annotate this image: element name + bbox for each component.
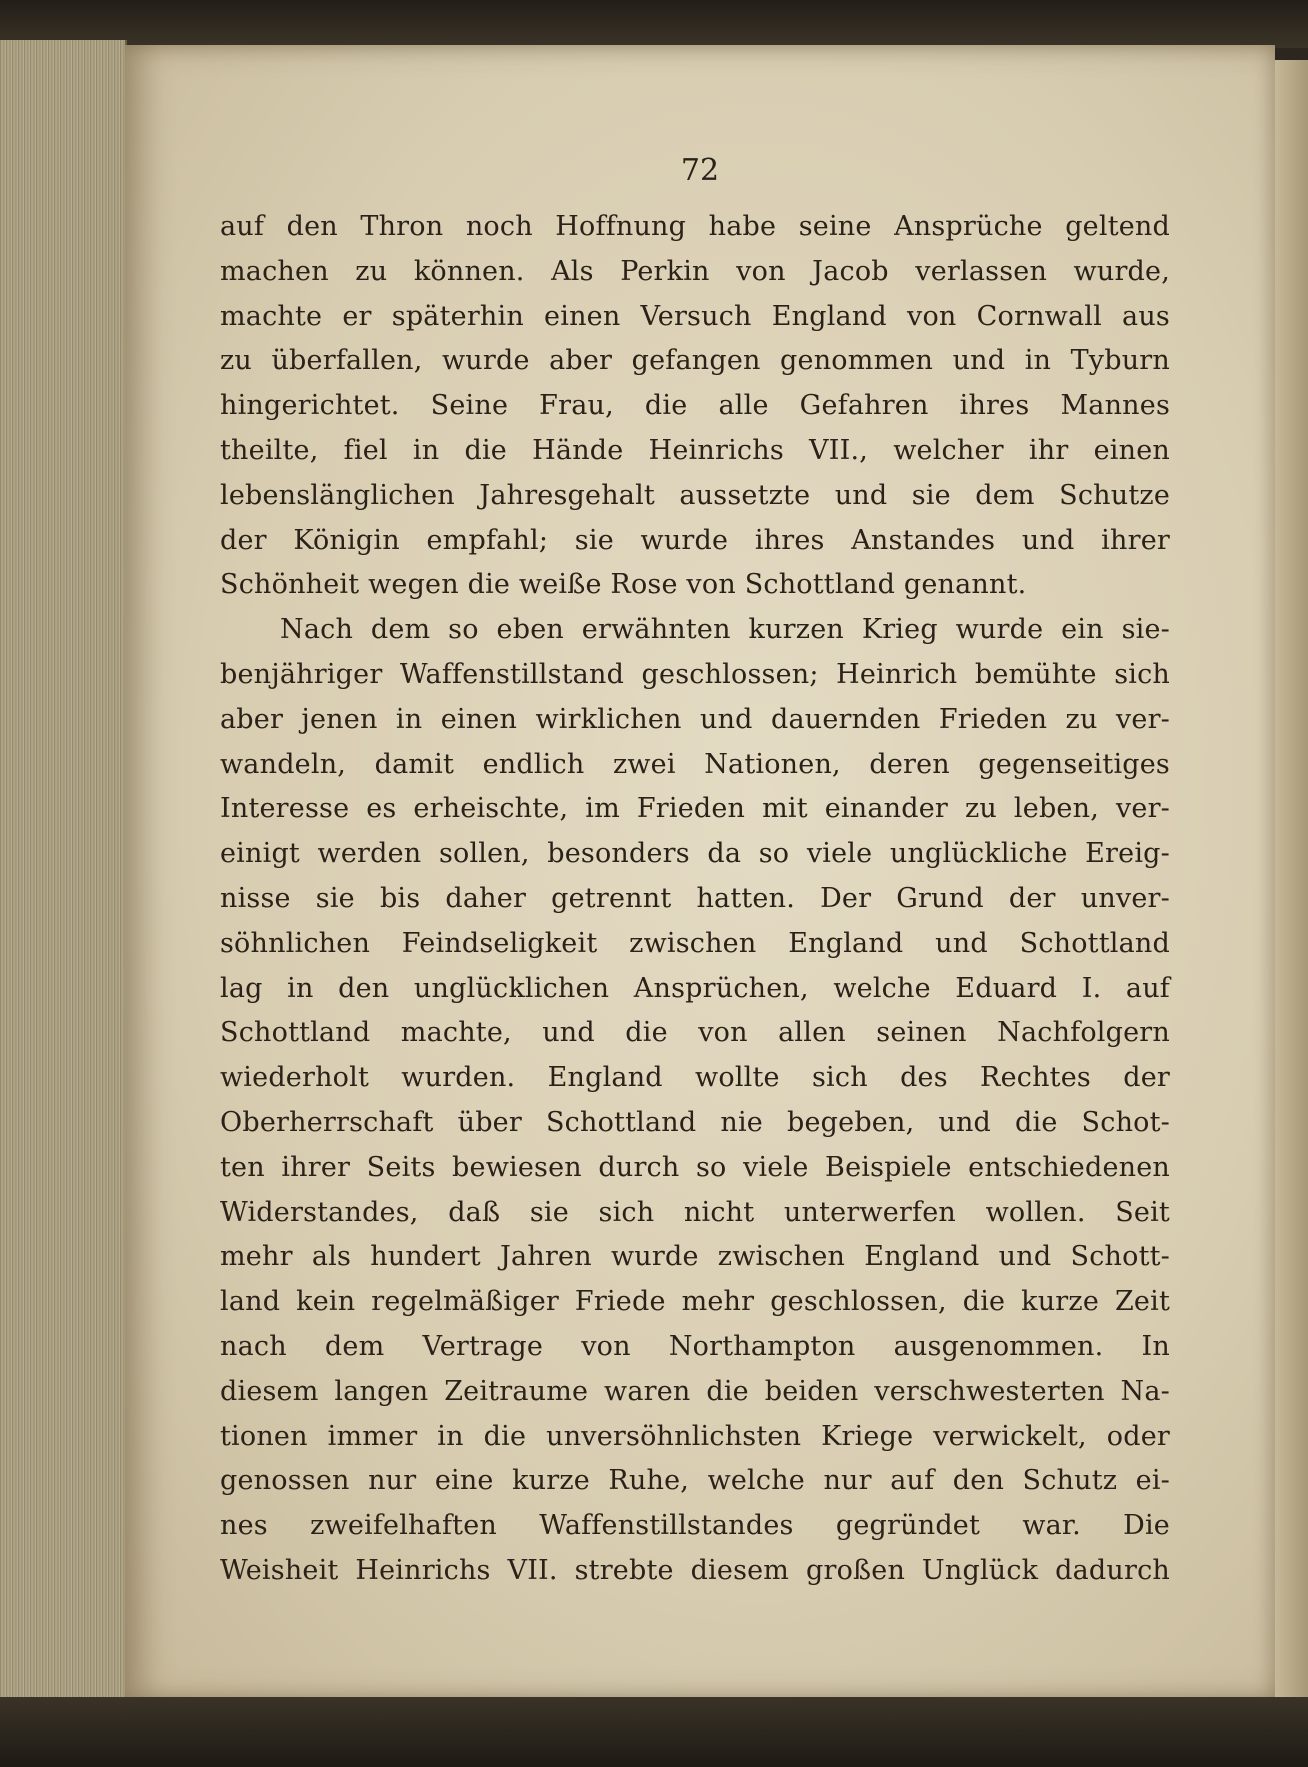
text-line: einigt werden sollen, besonders da so viele unglückliche Ereig- [220, 838, 1170, 870]
text-line: der Königin empfahl; sie wurde ihres Anstandes und ihrer [220, 524, 1170, 556]
text-line: tionen immer in die unversöhnlichsten Kriege verwickelt, oder [220, 1420, 1170, 1452]
page-edges-left [0, 40, 127, 1700]
text-line: lebenslänglichen Jahresgehalt aussetzte und sie dem Schutze [220, 479, 1170, 511]
text-line: machen zu können. Als Perkin von Jacob verlassen wurde, [220, 255, 1170, 287]
text-line: theilte, fiel in die Hände Heinrichs VII., welcher ihr einen [220, 434, 1170, 466]
text-line: nisse sie bis daher getrennt hatten. Der Grund der unver- [220, 882, 1170, 914]
text-line: Schottland machte, und die von allen seinen Nachfolgern [220, 1017, 1170, 1049]
text-line: machte er späterhin einen Versuch England von Cornwall aus [220, 300, 1170, 332]
text-line: genossen nur eine kurze Ruhe, welche nur auf den Schutz ei- [220, 1465, 1170, 1497]
text-line: ten ihrer Seits bewiesen durch so viele Beispiele entschiedenen [220, 1151, 1170, 1183]
text-line: nach dem Vertrage von Northampton ausgenommen. In [220, 1330, 1170, 1362]
text-line: Oberherrschaft über Schottland nie begeben, und die Schot- [220, 1106, 1170, 1138]
text-line: aber jenen in einen wirklichen und dauernden Frieden zu ver- [220, 703, 1170, 735]
text-line: Nach dem so eben erwähnten kurzen Krieg wurde ein sie- [280, 614, 1170, 646]
text-line: Interesse es erheischte, im Frieden mit einander zu leben, ver- [220, 793, 1170, 825]
text-line: söhnlichen Feindseligkeit zwischen England und Schottland [220, 927, 1170, 959]
text-line: wandeln, damit endlich zwei Nationen, deren gegenseitiges [220, 748, 1170, 780]
text-line: lag in den unglücklichen Ansprüchen, welche Eduard I. auf [220, 972, 1170, 1004]
text-line: benjähriger Waffenstillstand geschlossen; Heinrich bemühte sich [220, 658, 1170, 690]
text-line: wiederholt wurden. England wollte sich des Rechtes der [220, 1062, 1170, 1094]
text-line: Widerstandes, daß sie sich nicht unterwerfen wollen. Seit [220, 1196, 1170, 1228]
bottom-shadow [0, 1697, 1308, 1767]
text-line: zu überfallen, wurde aber gefangen genommen und in Tyburn [220, 345, 1170, 377]
text-line: land kein regelmäßiger Friede mehr geschlossen, die kurze Zeit [220, 1286, 1170, 1318]
text-line: Weisheit Heinrichs VII. strebte diesem großen Unglück dadurch [220, 1554, 1170, 1586]
text-line: hingerichtet. Seine Frau, die alle Gefahren ihres Mannes [220, 390, 1170, 422]
text-line: Schönheit wegen die weiße Rose von Schottland genannt. [220, 569, 1027, 601]
text-line: mehr als hundert Jahren wurde zwischen England und Schott- [220, 1241, 1170, 1273]
top-shadow [0, 0, 1308, 48]
page-number: 72 [680, 153, 720, 188]
text-line: diesem langen Zeitraume waren die beiden verschwesterten Na- [220, 1375, 1170, 1407]
text-line: nes zweifelhaften Waffenstillstandes gegründet war. Die [220, 1510, 1170, 1542]
book-page [125, 45, 1275, 1700]
body-text [220, 205, 1170, 1594]
text-line: auf den Thron noch Hoffnung habe seine Ansprüche geltend [220, 211, 1170, 242]
